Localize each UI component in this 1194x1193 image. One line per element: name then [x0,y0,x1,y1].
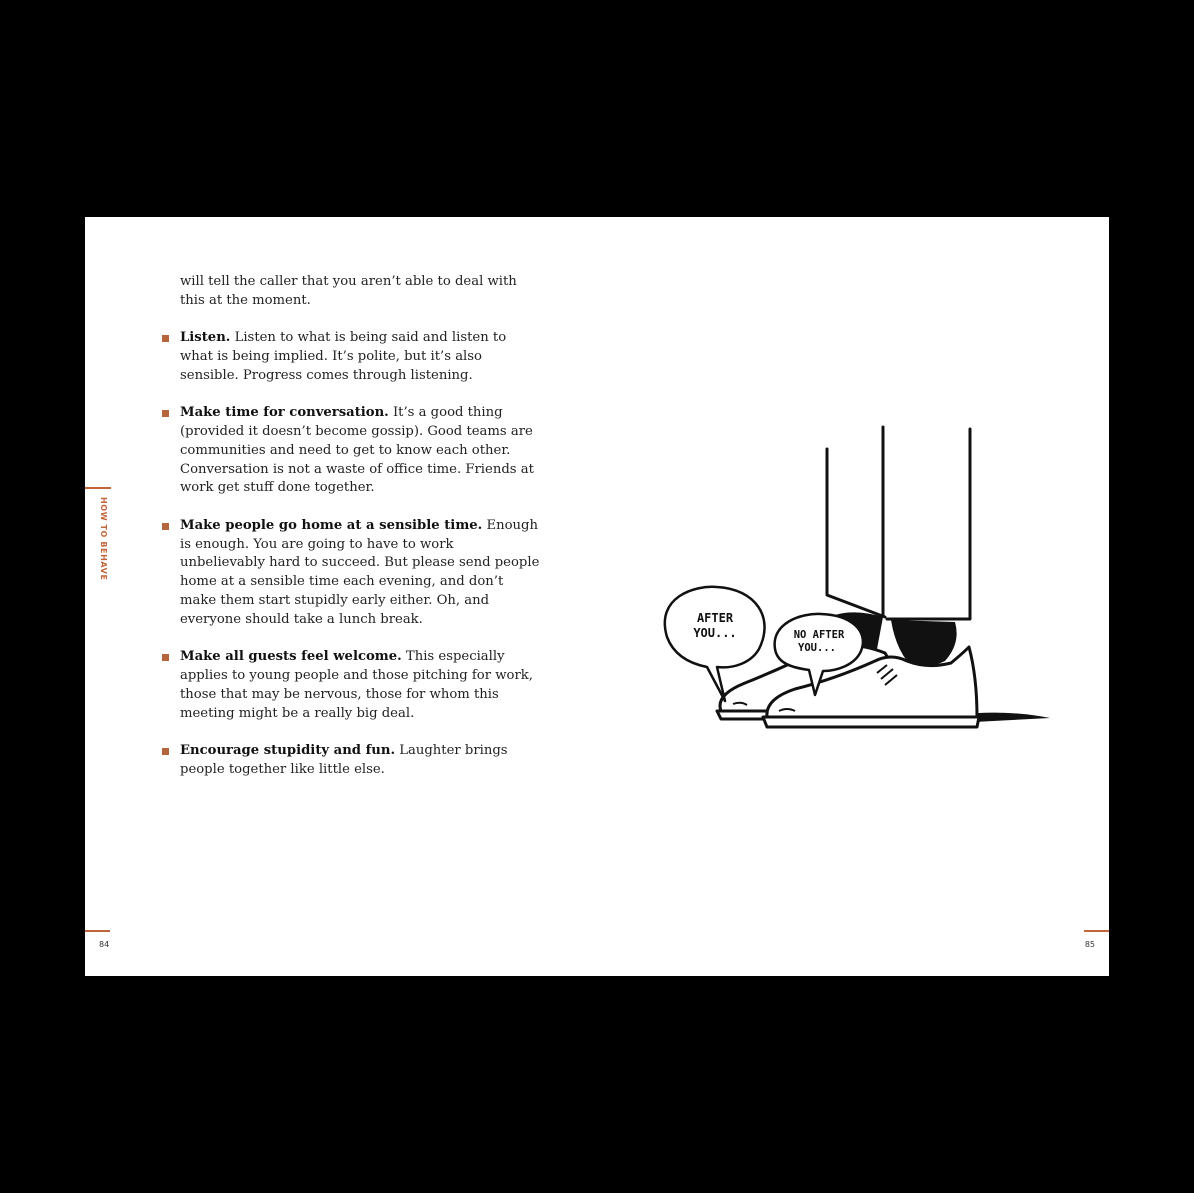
book-spread [85,217,1109,976]
bullet-heading: Listen. [180,330,231,346]
square-bullet-icon [162,335,169,342]
running-head-rule [85,487,111,489]
shoe-right-sole [763,717,979,727]
bullet-body: Listen to what is being said and listen to what is being implied. It’s polite, but it’s also sensible. Progress comes through listening. [180,330,507,383]
bullet-body: It’s a good thing (provided it doesn’t become gossip). Good teams are communities and need to get to know each other. Conversation is not a waste of office time. Friends at work get stuff done together. [180,405,534,496]
square-bullet-icon [162,654,169,661]
folio-rule-right [1084,930,1109,932]
bullet-item-go-home [180,517,540,630]
bullet-body: Laughter brings people together like little else. [180,742,508,777]
bullet-heading: Make all guests feel welcome. [180,649,402,665]
square-bullet-icon [162,523,169,530]
trouser-leg-right [887,429,970,619]
bubble-right-line1: NO AFTER [793,629,845,641]
bullet-body: This especially applies to young people and those pitching for work, those that may be nervous, those for whom this meeting might be a really big deal. [180,649,533,721]
running-head: HOW TO BEHAVE [99,497,108,581]
continuation-paragraph: will tell the caller that you aren’t able to deal with this at the moment. [180,274,517,308]
bullet-heading: Make time for conversation. [180,405,389,421]
bubble-left-line1: AFTER [696,611,734,625]
bubble-left-line2: YOU... [693,626,737,640]
bullet-list [180,329,540,779]
page-number-left: 84 [99,940,110,949]
trouser-leg-left [827,449,885,617]
bullet-body: Enough is enough. You are going to have to work unbelievably hard to succeed. But please send people home at a sensible time each evening, and don’t make them start stupidly early either. Oh, and everyone should take a lunch break. [180,517,540,627]
bullet-item-fun [180,742,540,780]
square-bullet-icon [162,410,169,417]
folio-rule-left [85,930,110,932]
page-number-right: 85 [1084,940,1095,949]
bullet-item-conversation [180,404,540,498]
bullet-heading: Encourage stupidity and fun. [180,742,396,758]
bubble-right-line2: YOU... [798,642,836,654]
left-page-text [180,273,540,780]
bullet-heading: Make people go home at a sensible time. [180,517,483,533]
bullet-item-listen [180,329,540,385]
bullet-item-guests [180,648,540,723]
shoes-illustration [655,417,1065,737]
square-bullet-icon [162,748,169,755]
